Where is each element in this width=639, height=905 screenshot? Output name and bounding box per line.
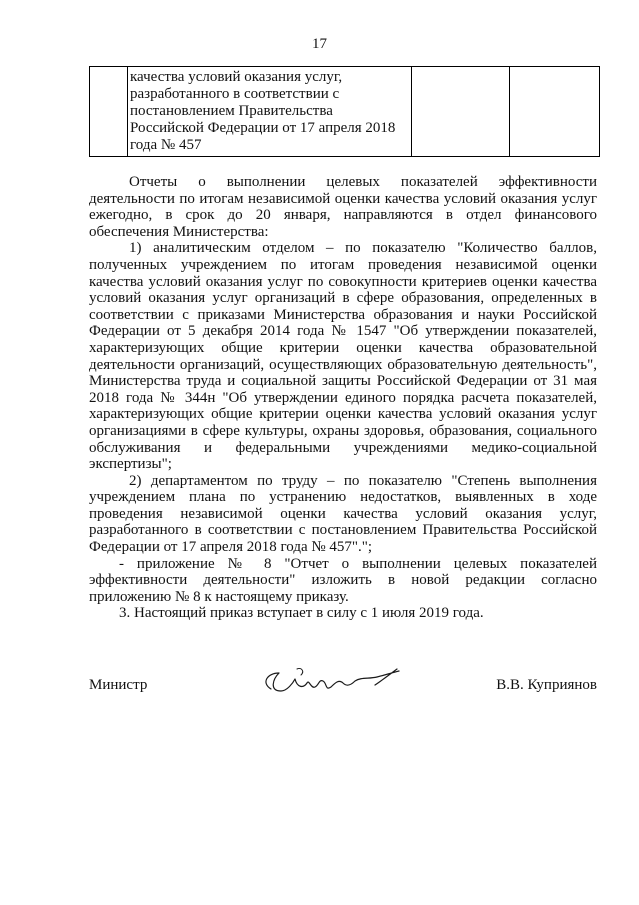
continuation-table bbox=[89, 66, 600, 157]
table-cell-line: качества условий оказания услуг, bbox=[130, 69, 343, 85]
signatory-title: Министр bbox=[89, 677, 148, 693]
text-line: условий оказания услуг организаций в сфере образования, определенных в bbox=[89, 290, 597, 307]
text-line: проведения независимой оценки качества условий оказания услуг, bbox=[89, 505, 597, 522]
text-line: эффективности деятельности" изложить в новой редакции согласно bbox=[89, 572, 597, 589]
table-cell-line: постановлением Правительства bbox=[130, 103, 333, 119]
table-row bbox=[90, 67, 600, 157]
table-cell-line: года № 457 bbox=[130, 137, 202, 153]
text-line: разработанного в соответствии с постановлением Правительства Российской bbox=[89, 522, 597, 539]
text-line: 1) аналитическим отделом – по показателю "Количество баллов, bbox=[129, 240, 597, 257]
text-line: деятельности по итогам независимой оценки качества условий оказания услуг bbox=[89, 190, 597, 207]
paragraph-reports bbox=[89, 174, 597, 240]
text-line: 2018 года № 344н "Об утверждении единого порядка расчета показателей, bbox=[89, 389, 597, 406]
table-cell-line: Российской Федерации от 17 апреля 2018 bbox=[130, 120, 396, 136]
text-line: качества условий оказания услуг по совокупности критериев оценки качества bbox=[89, 273, 597, 290]
table-cell-line: разработанного в соответствии с bbox=[130, 86, 340, 102]
text-line: учреждением плана по устранению недостатков, выявленных в ходе bbox=[89, 489, 597, 506]
text-line: обеспечения Министерства: bbox=[89, 223, 269, 240]
paragraph-item-1 bbox=[89, 240, 597, 472]
text-line: 2) департаментом по труду – по показателю "Степень выполнения bbox=[129, 472, 597, 489]
document-body bbox=[89, 174, 597, 622]
table-cell-responsible bbox=[510, 67, 600, 157]
paragraph-appendix bbox=[89, 556, 597, 606]
text-line: организациями в сфере культуры, охраны здоровья, образования, социального bbox=[89, 422, 597, 439]
text-line: обслуживания и федеральными учреждениями медико-социальной bbox=[89, 439, 597, 456]
text-line: Федерации от 17 апреля 2018 года № 457"."; bbox=[89, 539, 373, 556]
handwritten-signature bbox=[257, 661, 417, 701]
text-line: экспертизы"; bbox=[89, 456, 172, 473]
paragraph-item-3 bbox=[89, 605, 597, 622]
text-line: Министерства труда и социальной защиты Российской Федерации от 31 мая bbox=[89, 373, 597, 390]
signatory-name: В.В. Куприянов bbox=[496, 677, 597, 693]
text-line: приложению № 8 к настоящему приказу. bbox=[89, 588, 349, 605]
text-line: соответствии с приказами Министерства образования и науки Российской bbox=[89, 306, 597, 323]
text-line: 3. Настоящий приказ вступает в силу с 1 июля 2019 года. bbox=[119, 605, 484, 622]
page-number: 17 bbox=[312, 36, 327, 52]
text-line: характеризующих общие критерии оценки качества образовательной bbox=[89, 339, 597, 356]
table-cell-value bbox=[412, 67, 510, 157]
text-line: Федерации от 5 декабря 2014 года № 1547 "Об утверждении показателей, bbox=[89, 323, 597, 340]
text-line: характеризующих общие критерии оценки качества условий оказания услуг bbox=[89, 406, 597, 423]
text-line: деятельности организаций, осуществляющих образовательную деятельность", bbox=[89, 356, 597, 373]
text-line: - приложение № 8 "Отчет о выполнении целевых показателей bbox=[119, 555, 597, 572]
table-cell-indicator bbox=[128, 67, 412, 157]
table-cell-number bbox=[90, 67, 128, 157]
text-line: полученных учреждением по итогам проведения независимой оценки bbox=[89, 256, 597, 273]
text-line: Отчеты о выполнении целевых показателей эффективности bbox=[129, 174, 597, 190]
text-line: ежегодно, в срок до 20 января, направляются в отдел финансового bbox=[89, 207, 597, 224]
paragraph-item-2 bbox=[89, 473, 597, 556]
